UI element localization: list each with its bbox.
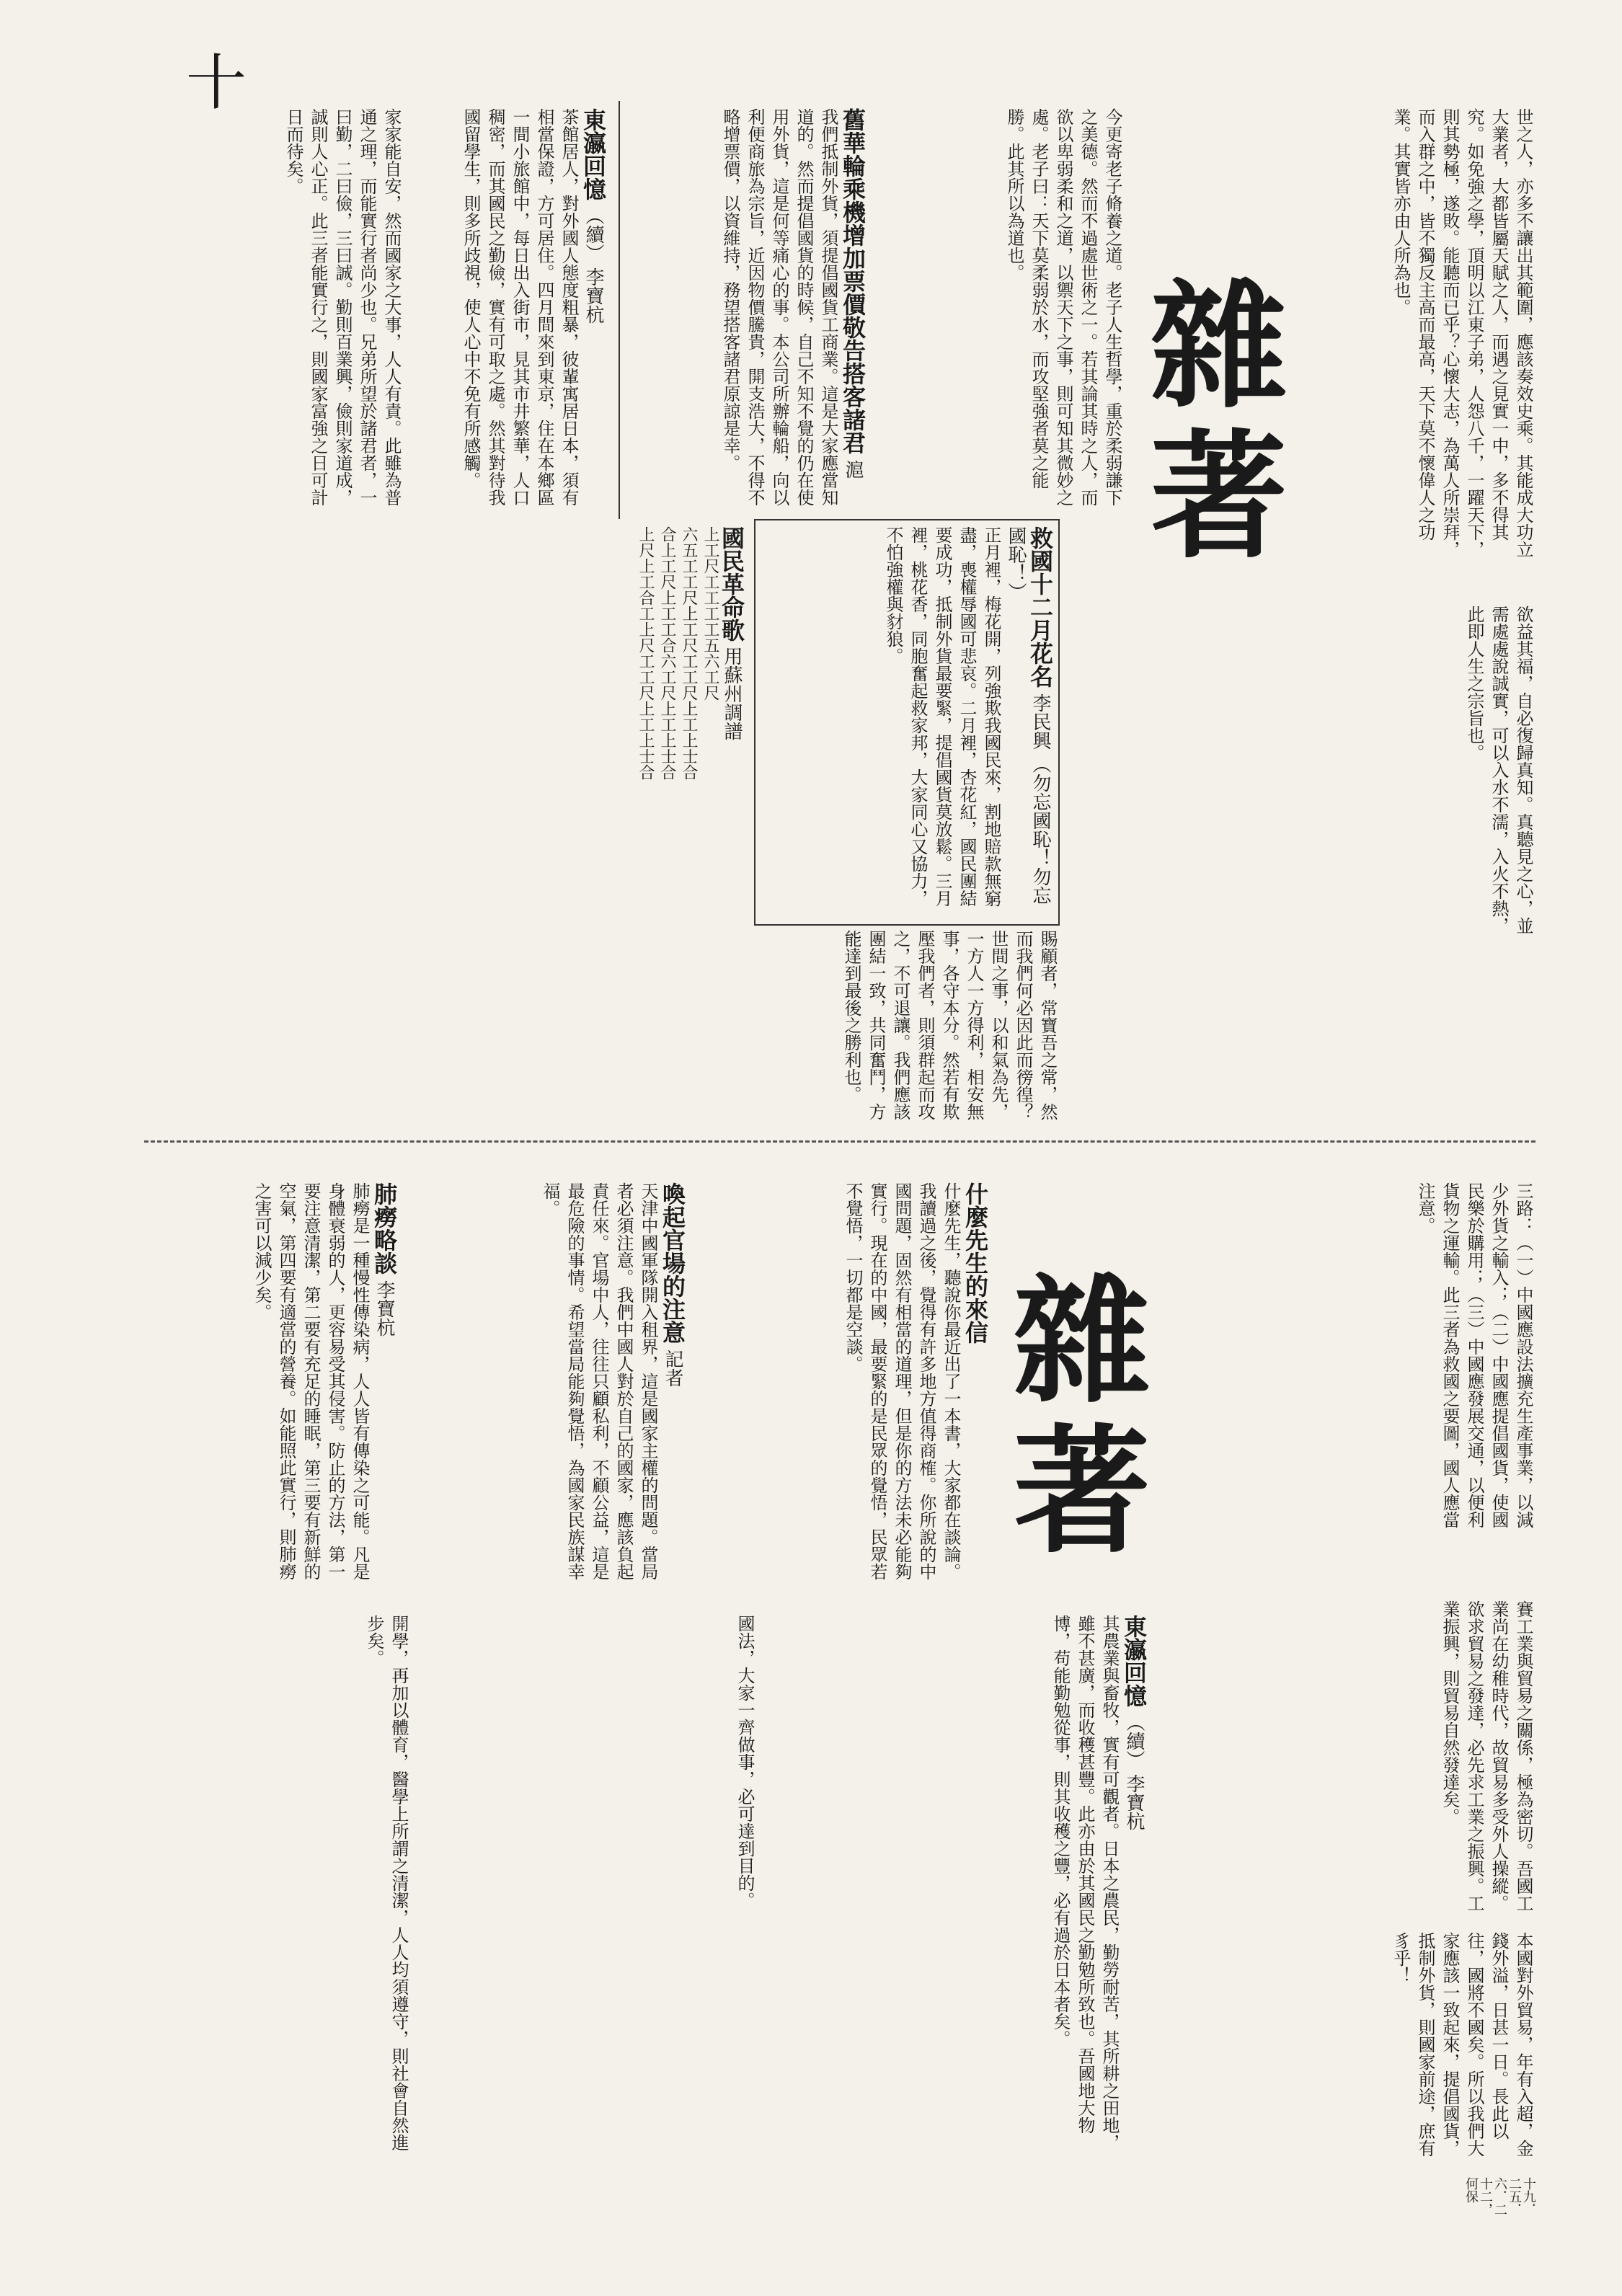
dongying2-part: （續） <box>1123 1712 1145 1769</box>
music-line-1: 上工尺工工工工五六工尺 <box>701 526 719 701</box>
music-line-3: 合上工尺上工工合六工尺上工上士合 <box>658 526 676 780</box>
bottom-banner: 雜著 <box>991 1269 1151 1569</box>
top-right2-article <box>887 108 1125 512</box>
music-line-2: 六五工工尺上工尺工工尺上工上士合 <box>680 526 698 780</box>
dongying-title: 東瀛回憶 <box>580 108 607 200</box>
dongying2-text: 其農業與畜牧，實有可觀者。日本之農民，勤勞耐苦，其所耕之田地，雖不甚廣，而收穫甚豐。此亦由於其國民之勤勉所致也。吾國地大物博，苟能勤勉從事，則其收穫之豐，必有過於日本者矣。 <box>1050 1615 1120 2151</box>
music-title: 國民革命歌 <box>718 526 745 642</box>
top-mid-tail <box>1074 606 1535 937</box>
bottom-right-top-text: 三路：（一）中國應設法擴充生產事業，以減少外貨之輸入；（二）中國應提倡國貨，使國民樂於購用；（三）中國應發展交通，以便利貨物之運輸。此三者為救國之要圖，國人應當注意。 <box>1415 1182 1533 1528</box>
dongying2-title: 東瀛回憶 <box>1120 1615 1148 1707</box>
bottom-right-low-text: 本國對外貿易，年有入超，金錢外溢，日甚一日。長此以往，國將不國矣。所以我們大家應該一致起來，提倡國貨，抵制外貨，則國家前途，庶有豸乎！ <box>1391 1932 1533 2157</box>
shenmo-article <box>699 1182 988 1586</box>
huanqi-author: 記者 <box>662 1349 683 1387</box>
bottom-right-mid-text: 賽工業與貿易之關係，極為密切。吾國工業尚在幼稚時代，故貿易多受外人操縱。欲求貿易之發達，必先求工業之振興。工業振興，則貿易自然發達矣。 <box>1440 1600 1533 1912</box>
music-subtitle: 用蘇州調譜 <box>721 647 743 740</box>
flowers-article <box>764 526 1052 916</box>
story-article <box>151 930 1060 1132</box>
bottom-left-article <box>151 1615 411 2163</box>
dongying2-author: 李寶杭 <box>1123 1774 1145 1831</box>
bottom-section <box>144 1168 1535 2228</box>
bottom-right-top <box>1161 1182 1535 1535</box>
feilao-text: 肺癆是一種慢性傳染病，人人皆有傳染之可能。凡是身體衰弱的人，更容易受其侵害。防止的方法，第一要注意清潔，第二要有充足的睡眠，第三要有新鮮的空氣，第四要有適當的營養。如能照此實行，則肺癆之害可以減少矣。 <box>252 1182 370 1580</box>
flowers-intro: （勿忘國恥！勿忘國恥！） <box>1005 526 1051 905</box>
dongying-author: 李寶杭 <box>582 267 604 324</box>
top-left-article <box>151 108 404 512</box>
page-number: 十 <box>186 48 247 118</box>
flowers-title: 救國十二月花名 <box>1027 526 1054 688</box>
dongying-text: 茶館居人，對外國人態度粗暴，彼輩寓居日本，須有相當保證，方可居住。四月間來到東京，住在本鄉區一間小旅館中，每日出入街市，見其市井繁華，人口稠密，而其國民之勤儉，實有可取之處。然其對待我國留學生，則多所歧視，使人心中不免有所感觸。 <box>461 108 579 506</box>
feilao-author: 李寶杭 <box>373 1280 395 1337</box>
bottom-right-mid <box>1161 1600 1535 1918</box>
shenmo-title: 什麼先生的來信 <box>962 1182 989 1344</box>
top-right2-text: 今更寄老子脩養之道。老子人生哲學，重於柔弱謙下之美德。然而不過處世術之一。若其論其時之人，而欲以卑弱柔和之道，以禦天下之事，則可知其微妙之處。老子曰：天下莫柔弱於水，而攻堅強者莫之能勝。此其所以為道也。 <box>1004 108 1122 506</box>
top-left-text: 家家能自安，然而國家之大事，人人有責。此雖為普通之理，而能實行者尚少也。兄弟所望於諸君者，一曰勤，二曰儉，三曰誠。勤則百業興，儉則家道成，誠則人心正。此三者能實行之，則國家富強之日可計日而待矣。 <box>283 108 402 506</box>
bottom-mid-text: 國法，大家一齊做事，必可達到目的。 <box>735 1615 755 1909</box>
shenmo-text: 什麼先生，聽說你最近出了一本書，大家都在談論。我讀過之後，覺得有許多地方值得商榷。你所說的中國問題，固然有相當的道理，但是你的方法未必能夠實行。現在的中國，最要緊的是民眾的覺悟，民眾若不覺悟，一切都是空談。 <box>843 1182 961 1580</box>
top-right-article <box>1298 108 1535 569</box>
ad-title: 舊華輪乘機增加票價敬告搭客諸君 <box>839 108 867 454</box>
bottom-right-low <box>1161 1932 1535 2170</box>
top-banner: 雜著 <box>1127 274 1288 574</box>
huanqi-title: 喚起官場的注意 <box>659 1182 686 1344</box>
dongying2-article <box>771 1615 1146 2163</box>
bottom-left-text: 開學，再加以體育，醫學上所謂之清潔，人人均須遵守，則社會自然進步矣。 <box>364 1615 409 2151</box>
huanqi-text: 天津中國軍隊開入租界，這是國家主權的問題。當局者必須注意。我們中國人對於自己的國家，應該負起責任來。官場中人，往往只顧私利，不顧公益，這是最危險的事情。希望當局能夠覺悟，為國家民族謀幸福。 <box>540 1182 658 1580</box>
section-divider <box>144 1140 1535 1143</box>
music-block <box>425 526 743 901</box>
top-section <box>144 87 1535 1125</box>
flowers-author: 李民興 <box>1029 693 1051 750</box>
dateline-text: 十九．二五．六．二十二，何保 <box>1463 2177 1536 2216</box>
huanqi-article <box>411 1182 685 1586</box>
bottom-mid-article <box>425 1615 757 2163</box>
feilao-title: 肺癆略談 <box>371 1182 398 1275</box>
story-text: 賜顧者，常寶吾之常，然而我們何必因此而徬徨？世間之事，以和氣為先，一方人一方得利，相安無事，各守本分。然若有欺壓我們者，則須群起而攻之，不可退讓。我們應該團結一致，共同奮鬥，方能達到最後之勝利也。 <box>841 930 1058 1120</box>
ad-article <box>627 108 865 512</box>
flowers-text: 正月裡，梅花開，列強欺我國民來，割地賠款無窮盡，喪權辱國可悲哀。二月裡，杏花紅，國民團結要成功，抵制外貨最要緊，提倡國貨莫放鬆。三月裡，桃花香，同胞奮起救家邦，大家同心又協力，不怕強權與豺狼。 <box>883 526 1001 907</box>
ad-signature: 滬 <box>842 459 864 479</box>
dateline <box>1463 2177 1536 2220</box>
dongying-article <box>418 108 606 512</box>
feilao-article <box>151 1182 396 1586</box>
music-line-4: 上尺上工合工上尺工工尺上工上士合 <box>637 526 655 780</box>
dongying-part: （續） <box>582 205 604 262</box>
ad-text: 我們抵制外貨，須提倡國貨工商業。這是大家應當知道的。然而提倡國貨的時候，自己不知不覺的仍在使用外貨，這是何等痛心的事。本公司所辦輪船，向以利便商旅為宗旨，近因物價騰貴，開支浩大，不得不略增票價，以資維持，務望搭客諸君原諒是幸。 <box>720 108 838 506</box>
divider <box>619 101 620 519</box>
top-mid-tail-text: 欲益其福，自必復歸真知。真聽見之心，並需處處說誠實，可以入水不濡，入火不熱，此即人生之宗旨也。 <box>1464 606 1533 934</box>
top-right-text: 世之人，亦多不讓出其範圍，應該奏效史乘。其能成大功立大業者，大都皆屬天賦之人，而遇之見實一中，多不得其究。如免強之學，頂明以江東子弟，人怨八千，一躍天下，則其勢極，遂敗。能聽而已乎？心懷大志，為萬人所崇拜，而入群之中，皆不獨反主高而最高，天下莫不懷偉人之功業。其實皆亦由人所為也。 <box>1391 108 1533 558</box>
